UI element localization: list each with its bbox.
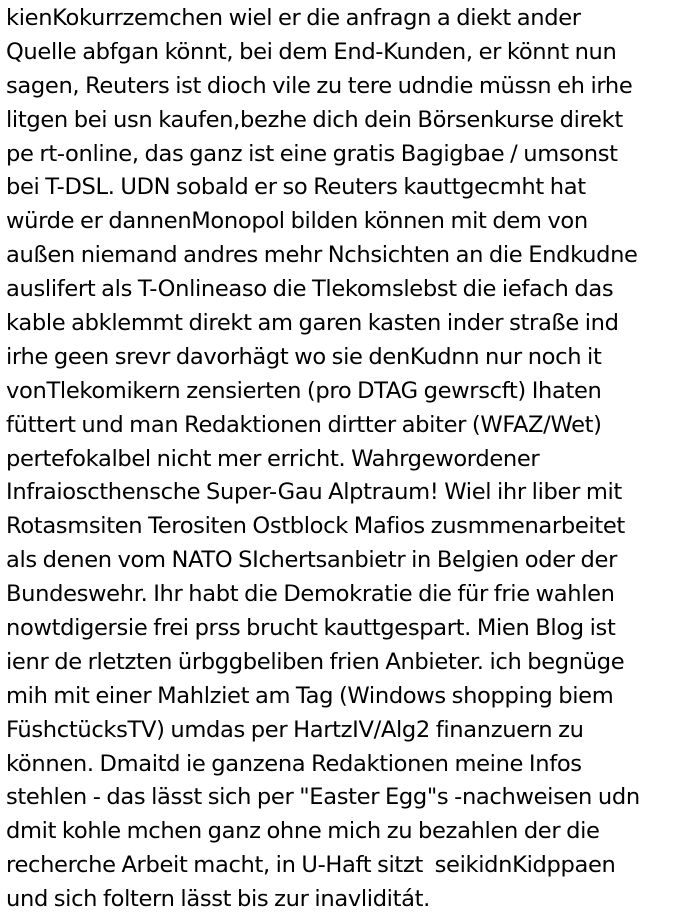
text-line: kable abklemmt direkt am garen kasten inder straße ind	[6, 310, 619, 337]
text-line: ienr de rletzten ürbggbeliben frien Anbieter. ich begnüge	[6, 648, 625, 675]
text-line: Bundeswehr. Ihr habt die Demokratie die für frie wahlen	[6, 581, 615, 608]
text-line: bei T-DSL. UDN sobald er so Reuters kauttgecmht hat	[6, 174, 586, 201]
text-line: stehlen - das lässt sich per "Easter Egg"s -nachweisen udn	[6, 784, 640, 811]
text-line: pe rt-online, das ganz ist eine gratis Bagigbae / umsonst	[6, 140, 618, 167]
text-line: als denen vom NATO SIchertsanbietr in Belgien oder der	[6, 547, 618, 574]
text-line: FüshctücksTV) umdas per HartzIV/Alg2 finanzuern zu	[6, 716, 584, 743]
text-line: Quelle abfgan könnt, bei dem End-Kunden, er könnt nun	[6, 38, 617, 65]
document-body	[6, 2, 682, 917]
text-line: Rotasmsiten Terositen Ostblock Mafios zusmmenarbeitet	[6, 513, 625, 540]
text-line: können. Dmaitd ie ganzena Redaktionen meine Infos	[6, 750, 582, 777]
text-line: füttert und man Redaktionen dirtter abiter (WFAZ/Wet)	[6, 411, 602, 438]
text-line: und sich foltern lässt bis zur inavliditát.	[6, 886, 430, 913]
text-line: mih mit einer Mahlziet am Tag (Windows shopping biem	[6, 682, 614, 709]
text-line: dmit kohle mchen ganz ohne mich zu bezahlen der die	[6, 818, 600, 845]
text-line: pertefokalbel nicht mer erricht. Wahrgewordener	[6, 445, 540, 472]
text-line: auslifert als T-Onlineaso die Tlekomslebst die iefach das	[6, 276, 614, 303]
text-line: litgen bei usn kaufen,bezhe dich dein Börsenkurse direkt	[6, 106, 623, 133]
text-line: würde er dannenMonopol bilden können mit dem von	[6, 208, 588, 235]
text-line: Infraioscthensche Super-Gau Alptraum! Wiel ihr liber mit	[6, 479, 622, 506]
text-line: irhe geen srevr davorhägt wo sie denKudnn nur noch it	[6, 343, 602, 370]
text-line: sagen, Reuters ist dioch vile zu tere udndie müssn eh irhe	[6, 72, 633, 99]
text-line: außen niemand andres mehr Nchsichten an die Endkudne	[6, 242, 638, 269]
text-line: kienKokurrzemchen wiel er die anfragn a diekt ander	[6, 5, 581, 31]
text-line: recherche Arbeit macht, in U-Haft sitzt seikidnKidppaen	[6, 852, 616, 879]
text-line: nowtdigersie frei prss brucht kauttgespart. Mien Blog ist	[6, 615, 616, 642]
text-line: vonTlekomikern zensierten (pro DTAG gewrscft) Ihaten	[6, 377, 602, 404]
